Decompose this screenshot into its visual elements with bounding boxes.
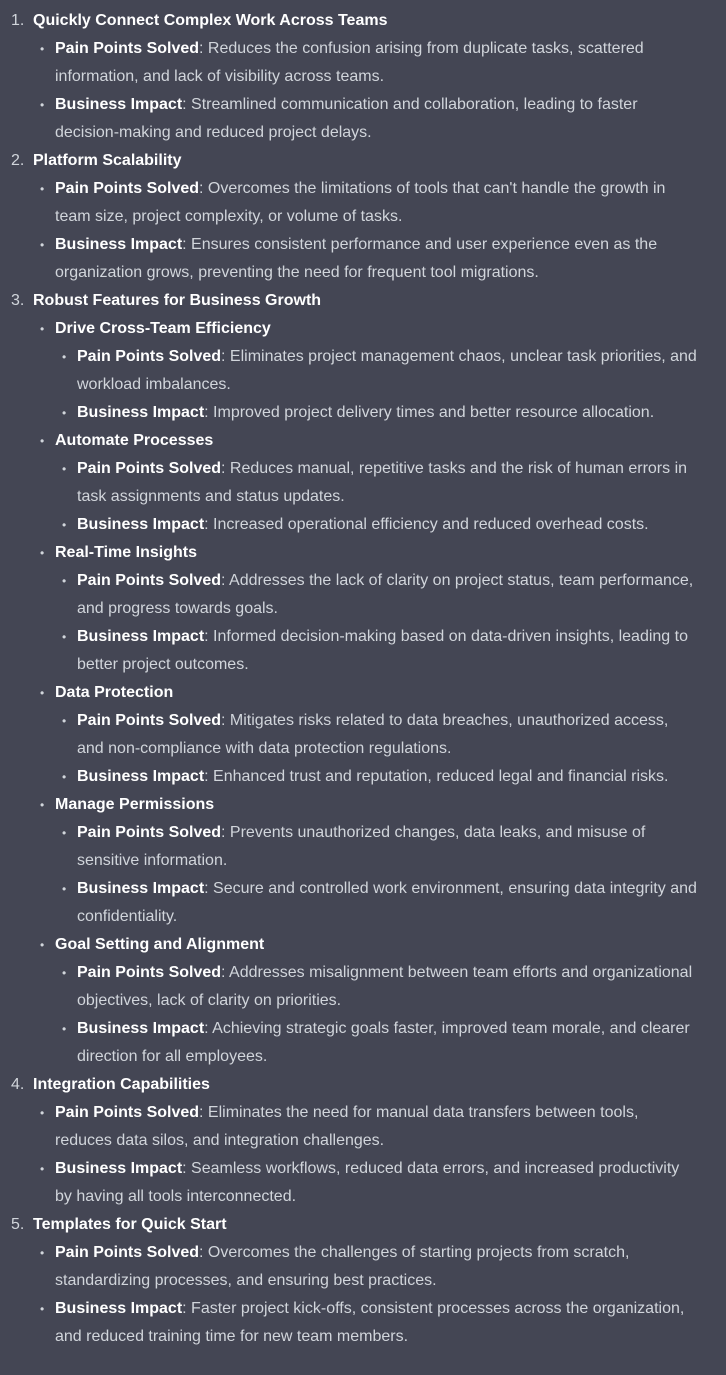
feature-automate-processes bbox=[33, 427, 726, 539]
section-5 bbox=[0, 1211, 726, 1351]
business-impact-label: Business Impact bbox=[77, 628, 205, 645]
feature-manage-permissions bbox=[33, 791, 726, 931]
pain-points-text: : Eliminates the need for manual data transfers between tools, reduces data silos, and integration challenges. bbox=[55, 1104, 639, 1149]
business-impact-label: Business Impact bbox=[77, 880, 205, 897]
section-title: Robust Features for Business Growth bbox=[33, 292, 322, 309]
list-item-pain-points bbox=[55, 567, 726, 623]
list-item-business-impact bbox=[33, 1295, 726, 1351]
feature-title: Automate Processes bbox=[55, 432, 214, 449]
business-impact-text: : Seamless workflows, reduced data errors, and increased productivity by having all tools interconnected. bbox=[55, 1160, 680, 1205]
pain-points-text: : Prevents unauthorized changes, data leaks, and misuse of sensitive information. bbox=[77, 824, 646, 869]
section-title: Integration Capabilities bbox=[33, 1076, 210, 1093]
feature-title: Goal Setting and Alignment bbox=[55, 936, 265, 953]
business-impact-label: Business Impact bbox=[55, 1160, 183, 1177]
feature-title: Real-Time Insights bbox=[55, 544, 197, 561]
list-item-pain-points bbox=[33, 35, 726, 91]
business-impact-text: : Streamlined communication and collaboration, leading to faster decision-making and reduced project delays. bbox=[55, 96, 638, 141]
section-4 bbox=[0, 1071, 726, 1211]
business-impact-label: Business Impact bbox=[55, 236, 183, 253]
business-impact-label: Business Impact bbox=[55, 96, 183, 113]
business-impact-text: : Increased operational efficiency and reduced overhead costs. bbox=[204, 516, 649, 533]
business-impact-label: Business Impact bbox=[77, 768, 205, 785]
feature-title: Data Protection bbox=[55, 684, 174, 701]
pain-points-text: : Overcomes the limitations of tools that can't handle the growth in team size, project complexity, or volume of tasks. bbox=[55, 180, 666, 225]
list-item-pain-points bbox=[55, 343, 726, 399]
section-2 bbox=[0, 147, 726, 287]
section-number: 4. bbox=[11, 1076, 25, 1093]
list-item-pain-points bbox=[55, 455, 726, 511]
list-item-business-impact bbox=[33, 231, 726, 287]
section-1 bbox=[0, 7, 726, 147]
list-item-pain-points bbox=[55, 707, 726, 763]
list-item-business-impact bbox=[33, 91, 726, 147]
feature-drive-cross-team-efficiency bbox=[33, 315, 726, 427]
section-number: 5. bbox=[11, 1216, 25, 1233]
business-impact-text: : Enhanced trust and reputation, reduced legal and financial risks. bbox=[204, 768, 669, 785]
list-item-pain-points bbox=[33, 1239, 726, 1295]
business-impact-text: : Improved project delivery times and better resource allocation. bbox=[204, 404, 655, 421]
feature-title: Manage Permissions bbox=[55, 796, 215, 813]
pain-points-label: Pain Points Solved bbox=[77, 348, 222, 365]
business-impact-text: : Secure and controlled work environment, ensuring data integrity and confidentiality. bbox=[77, 880, 697, 925]
feature-real-time-insights bbox=[33, 539, 726, 679]
list-item-pain-points bbox=[33, 175, 726, 231]
pain-points-label: Pain Points Solved bbox=[77, 460, 222, 477]
section-title: Quickly Connect Complex Work Across Teams bbox=[33, 12, 388, 29]
pain-points-label: Pain Points Solved bbox=[55, 40, 200, 57]
pain-points-label: Pain Points Solved bbox=[77, 964, 222, 981]
pain-points-text: : Addresses the lack of clarity on project status, team performance, and progress towards goals. bbox=[77, 572, 694, 617]
pain-points-label: Pain Points Solved bbox=[55, 180, 200, 197]
pain-points-text: : Mitigates risks related to data breaches, unauthorized access, and non-compliance with data protection regulations. bbox=[77, 712, 669, 757]
list-item-pain-points bbox=[33, 1099, 726, 1155]
pain-points-label: Pain Points Solved bbox=[77, 712, 222, 729]
business-impact-text: : Faster project kick-offs, consistent processes across the organization, and reduced training time for new team members. bbox=[55, 1300, 685, 1345]
business-impact-text: : Informed decision-making based on data-driven insights, leading to better project outcomes. bbox=[77, 628, 688, 673]
feature-goal-setting-and-alignment bbox=[33, 931, 726, 1071]
business-impact-label: Business Impact bbox=[77, 404, 205, 421]
business-impact-text: : Achieving strategic goals faster, improved team morale, and clearer direction for all employees. bbox=[77, 1020, 690, 1065]
section-title: Platform Scalability bbox=[33, 152, 182, 169]
list-item-business-impact bbox=[55, 511, 726, 539]
business-impact-label: Business Impact bbox=[77, 516, 205, 533]
section-number: 3. bbox=[11, 292, 25, 309]
pain-points-text: : Reduces the confusion arising from duplicate tasks, scattered information, and lack of visibility across teams. bbox=[55, 40, 644, 85]
list-item-business-impact bbox=[55, 399, 726, 427]
list-item-business-impact bbox=[55, 623, 726, 679]
pain-points-label: Pain Points Solved bbox=[55, 1104, 200, 1121]
list-item-business-impact bbox=[55, 763, 726, 791]
list-item-business-impact bbox=[55, 875, 726, 931]
section-number: 1. bbox=[11, 12, 25, 29]
pain-points-label: Pain Points Solved bbox=[55, 1244, 200, 1261]
section-3 bbox=[0, 287, 726, 1071]
section-number: 2. bbox=[11, 152, 25, 169]
pain-points-label: Pain Points Solved bbox=[77, 572, 222, 589]
list-item-pain-points bbox=[55, 819, 726, 875]
pain-points-label: Pain Points Solved bbox=[77, 824, 222, 841]
business-impact-label: Business Impact bbox=[55, 1300, 183, 1317]
list-item-business-impact bbox=[55, 1015, 726, 1071]
pain-points-text: : Reduces manual, repetitive tasks and the risk of human errors in task assignments and status updates. bbox=[77, 460, 688, 505]
section-title: Templates for Quick Start bbox=[33, 1216, 227, 1233]
feature-title: Drive Cross-Team Efficiency bbox=[55, 320, 271, 337]
list-item-pain-points bbox=[55, 959, 726, 1015]
pain-points-text: : Eliminates project management chaos, unclear task priorities, and workload imbalances. bbox=[77, 348, 697, 393]
list-item-business-impact bbox=[33, 1155, 726, 1211]
business-impact-label: Business Impact bbox=[77, 1020, 205, 1037]
pain-points-text: : Addresses misalignment between team efforts and organizational objectives, lack of clarity on priorities. bbox=[77, 964, 693, 1009]
business-impact-text: : Ensures consistent performance and user experience even as the organization grows, preventing the need for frequent tool migrations. bbox=[55, 236, 658, 281]
pain-points-text: : Overcomes the challenges of starting projects from scratch, standardizing processes, and ensuring best practices. bbox=[55, 1244, 630, 1289]
feature-data-protection bbox=[33, 679, 726, 791]
